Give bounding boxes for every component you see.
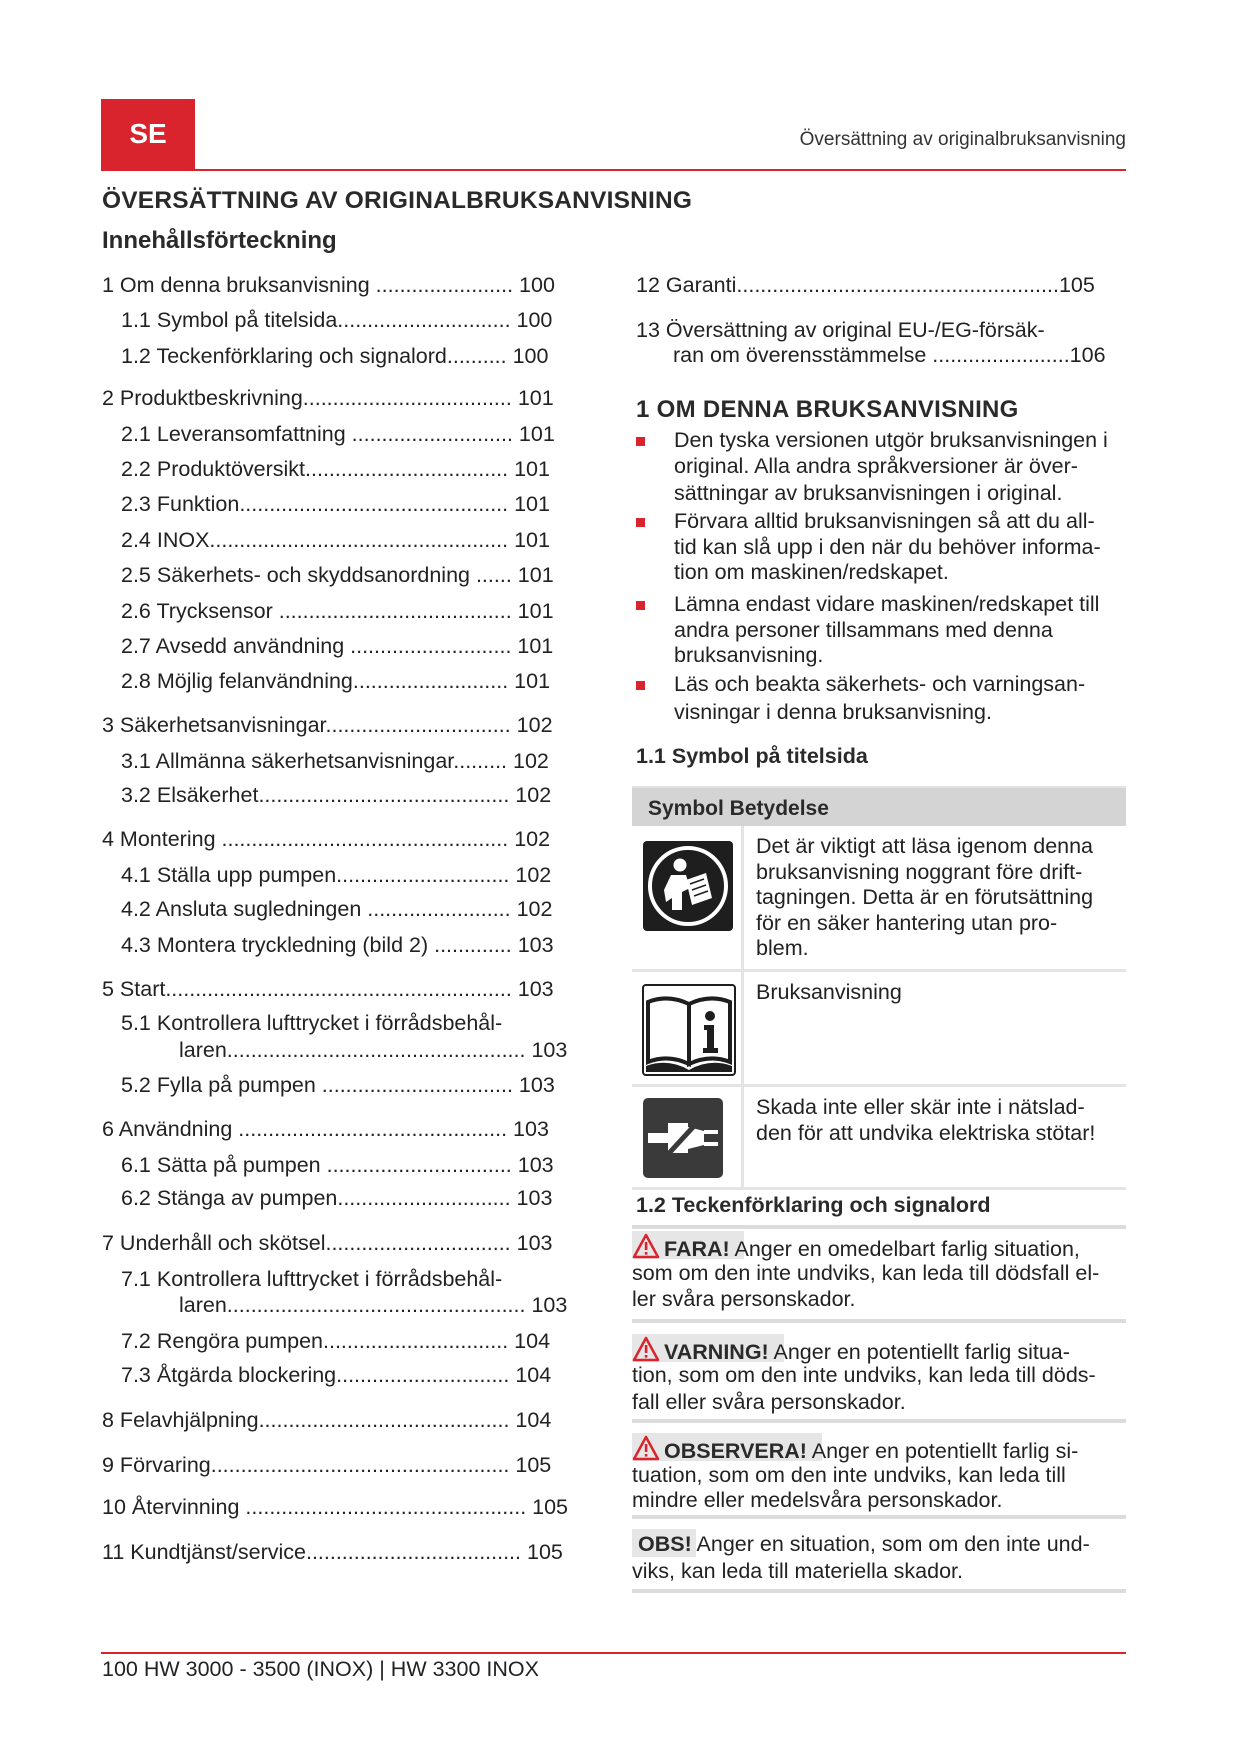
signal-varning (632, 1325, 1126, 1425)
symbol-table-header (632, 786, 1126, 826)
signal-line: tion, som om den inte undviks, kan leda till döds- (632, 1363, 1096, 1387)
toc-entry[interactable]: 6.2 Stänga av pumpen............................. 103 (121, 1186, 553, 1210)
toc-entry[interactable]: 1.1 Symbol på titelsida............................. 100 (121, 308, 553, 332)
language-badge: SE (101, 99, 195, 169)
toc-entry[interactable]: 7.1 Kontrollera lufttrycket i förrådsbehål- (121, 1267, 503, 1291)
signal-line: ler svåra personskador. (632, 1287, 856, 1311)
toc-entry[interactable]: 5.2 Fylla på pumpen ................................ 103 (121, 1073, 555, 1097)
toc-entry[interactable]: 2 Produktbeskrivning................................... 101 (102, 386, 554, 410)
bullet-line: andra personer tillsammans med denna (674, 617, 1053, 642)
signal-keyword: FARA! (664, 1237, 730, 1261)
symbol-description-line: bruksanvisning noggrant före drift- (756, 859, 1083, 884)
signal-rule (632, 1515, 1126, 1519)
toc-entry-continued[interactable]: laren.................................................. 103 (179, 1038, 568, 1062)
symbol-description-line: blem. (756, 936, 809, 960)
toc-entry[interactable]: 3 Säkerhetsanvisningar............................... 102 (102, 713, 553, 737)
signal-fara (632, 1225, 1126, 1325)
bullet-line: Läs och beakta säkerhets- och varningsan- (674, 672, 1086, 696)
toc-entry[interactable]: 2.7 Avsedd användning ........................... 101 (121, 634, 554, 658)
header-rule (101, 169, 1126, 171)
bullet-line: Den tyska versionen utgör bruksanvisningen i (674, 428, 1108, 452)
warning-triangle-icon (632, 1233, 660, 1259)
toc-entry[interactable]: 3.1 Allmänna säkerhetsanvisningar......... 102 (121, 749, 549, 773)
symbol-row (632, 972, 1126, 1087)
signal-line: som om den inte undviks, kan leda till dödsfall el- (632, 1261, 1100, 1285)
signal-line: fall eller svåra personskador. (632, 1390, 906, 1414)
cut-plug-icon (642, 1097, 724, 1179)
symbol-description-line: för en säker hantering utan pro- (756, 910, 1058, 935)
toc-entry[interactable]: 2.8 Möjlig felanvändning.......................... 101 (121, 669, 551, 693)
toc-entry-continued[interactable]: laren.................................................. 103 (179, 1293, 568, 1317)
toc-entry[interactable]: 2.6 Trycksensor ....................................... 101 (121, 599, 554, 623)
bullet-line: tion om maskinen/redskapet. (674, 560, 949, 584)
bullet-line: sättningar av bruksanvisningen i original. (674, 481, 1063, 505)
signal-rule (632, 1589, 1126, 1593)
signal-line: mindre eller medelsvåra personskador. (632, 1488, 1003, 1512)
toc-entry[interactable]: 4 Montering ................................................ 102 (102, 827, 551, 851)
toc-entry[interactable]: 3.2 Elsäkerhet.......................................... 102 (121, 783, 552, 807)
toc-entry[interactable]: 13 Översättning av original EU-/EG-försäk- (636, 318, 1045, 342)
warning-triangle-icon (632, 1435, 660, 1461)
signal-line (632, 1336, 1070, 1365)
bullet-line: tid kan slå upp i den när du behöver informa- (674, 534, 1101, 559)
section-1-title: 1 OM DENNA BRUKSANVISNING (636, 396, 1019, 423)
bullet-line: visningar i denna bruksanvisning. (674, 699, 992, 724)
signal-text: Anger en situation, som om den inte und- (691, 1532, 1090, 1556)
symbol-description-line: Det är viktigt att läsa igenom denna (756, 834, 1094, 858)
signal-keyword: OBSERVERA! (664, 1439, 807, 1463)
signal-rule (632, 1419, 1126, 1423)
symbol-row (632, 1087, 1126, 1190)
symbol-description (756, 1095, 1120, 1146)
symbol-cell (632, 826, 744, 969)
toc-entry[interactable]: 9 Förvaring.................................................. 105 (102, 1453, 552, 1477)
toc-entry[interactable]: 1.2 Teckenförklaring och signalord.......... 100 (121, 344, 549, 368)
toc-entry[interactable]: 6.1 Sätta på pumpen ............................... 103 (121, 1153, 554, 1177)
toc-entry[interactable]: 12 Garanti......................................................105 (636, 273, 1095, 297)
header-title: Översättning av originalbruksanvisning (799, 129, 1126, 150)
symbol-description (756, 980, 1120, 1006)
signal-line (632, 1435, 1078, 1464)
toc-entry[interactable]: 2.4 INOX.................................................. 101 (121, 528, 550, 552)
toc-entry[interactable]: 4.3 Montera tryckledning (bild 2) ............. 103 (121, 933, 554, 957)
symbol-cell (632, 1087, 744, 1187)
symbol-description-line: den för att undvika elektriska stötar! (756, 1120, 1096, 1145)
bullet-line: Förvara alltid bruksanvisningen så att du all- (674, 509, 1095, 533)
toc-entry[interactable]: 11 Kundtjänst/service.................................... 105 (102, 1540, 563, 1564)
toc-entry[interactable]: 7 Underhåll och skötsel............................... 103 (102, 1231, 553, 1255)
bullet-marker (636, 437, 645, 446)
toc-title: Innehållsförteckning (102, 227, 337, 254)
signal-line (638, 1531, 1090, 1557)
bullet-line: original. Alla andra språkversioner är över- (674, 453, 1078, 478)
toc-entry[interactable]: 10 Återvinning ............................................... 105 (102, 1495, 569, 1519)
signal-obs (632, 1523, 1126, 1597)
bullet-marker (636, 518, 645, 527)
bullet-line: bruksanvisning. (674, 643, 824, 667)
symbol-description-line: Bruksanvisning (756, 980, 902, 1004)
manual-info-icon (642, 984, 736, 1076)
toc-entry[interactable]: 5 Start.......................................................... 103 (102, 977, 554, 1001)
signal-text: Anger en potentiellt farlig situa- (768, 1340, 1070, 1364)
symbol-cell (632, 972, 744, 1084)
signal-text: Anger en potentiellt farlig si- (806, 1439, 1079, 1463)
toc-entry-continued[interactable]: ran om överensstämmelse .......................106 (673, 343, 1106, 367)
toc-entry[interactable]: 5.1 Kontrollera lufttrycket i förrådsbehål- (121, 1011, 503, 1035)
symbol-table-header-label: Symbol Betydelse (648, 797, 829, 820)
toc-entry[interactable]: 7.3 Åtgärda blockering............................. 104 (121, 1363, 552, 1387)
toc-entry[interactable]: 4.1 Ställa upp pumpen............................. 102 (121, 863, 552, 887)
signal-text: Anger en omedelbart farlig situation, (729, 1237, 1080, 1261)
symbol-description-line: tagningen. Detta är en förutsättning (756, 885, 1094, 909)
signal-observera (632, 1425, 1126, 1523)
toc-entry[interactable]: 2.5 Säkerhets- och skyddsanordning ...... 101 (121, 563, 554, 587)
signal-keyword: OBS! (638, 1532, 692, 1556)
symbol-row (632, 826, 1126, 972)
toc-entry[interactable]: 4.2 Ansluta sugledningen ........................ 102 (121, 897, 553, 921)
footer-rule (101, 1652, 1126, 1654)
toc-entry[interactable]: 7.2 Rengöra pumpen............................... 104 (121, 1329, 551, 1353)
warning-triangle-icon (632, 1336, 660, 1362)
toc-entry[interactable]: 1 Om denna bruksanvisning ....................... 100 (102, 273, 555, 297)
bullet-marker (636, 681, 645, 690)
toc-entry[interactable]: 8 Felavhjälpning.......................................... 104 (102, 1408, 552, 1432)
footer-text: 100 HW 3000 - 3500 (INOX) | HW 3300 INOX (102, 1657, 539, 1681)
page-title: ÖVERSÄTTNING AV ORIGINALBRUKSANVISNING (102, 187, 693, 214)
read-manual-icon (642, 840, 734, 932)
signal-keyword: VARNING! (664, 1340, 769, 1364)
bullet-line: Lämna endast vidare maskinen/redskapet till (674, 592, 1100, 616)
signal-line: viks, kan leda till materiella skador. (632, 1559, 964, 1583)
section-1-2-title: 1.2 Teckenförklaring och signalord (636, 1193, 991, 1217)
bullet-marker (636, 601, 645, 610)
symbol-description-line: Skada inte eller skär inte i nätslad- (756, 1095, 1085, 1119)
signal-rule (632, 1225, 1126, 1229)
symbol-table (632, 786, 1126, 1190)
toc-entry[interactable]: 6 Användning ............................................. 103 (102, 1117, 549, 1141)
toc-entry[interactable]: 2.1 Leveransomfattning ........................... 101 (121, 422, 555, 446)
symbol-description (756, 834, 1120, 962)
toc-entry[interactable]: 2.2 Produktöversikt.................................. 101 (121, 457, 550, 481)
signal-rule (632, 1319, 1126, 1323)
toc-entry[interactable]: 2.3 Funktion............................................. 101 (121, 492, 550, 516)
signal-line: tuation, som om den inte undviks, kan leda till (632, 1463, 1066, 1487)
section-1-1-title: 1.1 Symbol på titelsida (636, 744, 868, 768)
signal-line (632, 1233, 1080, 1262)
